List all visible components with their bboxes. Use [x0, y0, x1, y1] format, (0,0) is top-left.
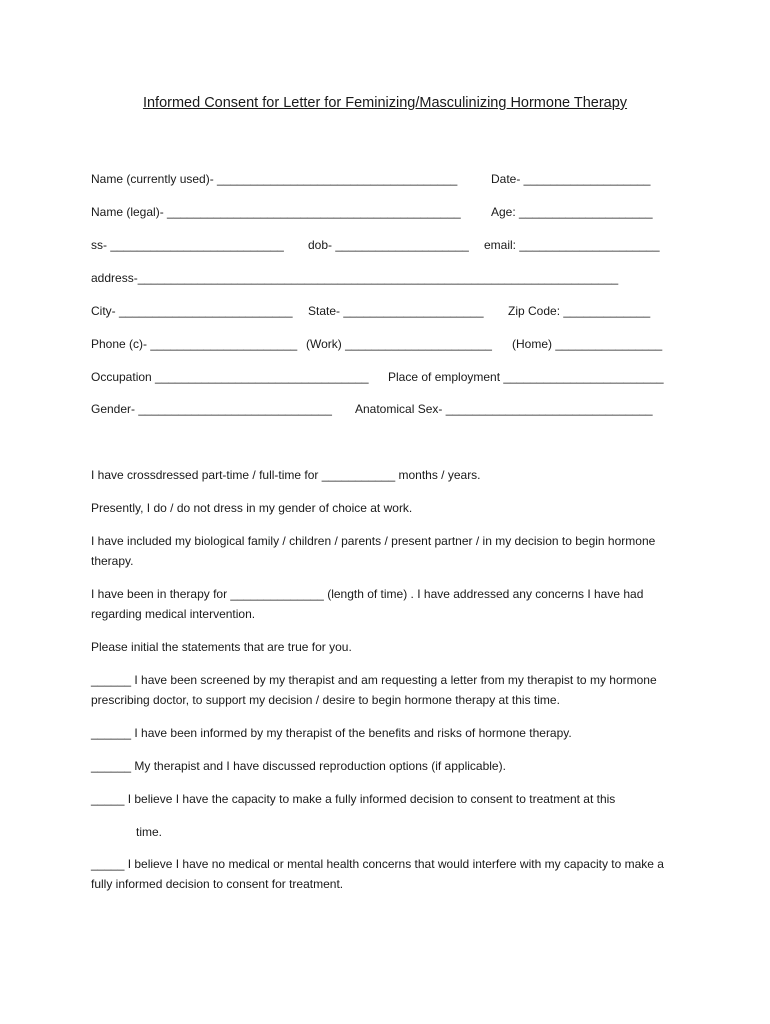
presently-statement[interactable]: Presently, I do / do not dress in my gender of choice at work.	[91, 501, 413, 515]
ss-field[interactable]: ss- __________________________	[91, 238, 284, 252]
anatomical-sex-field[interactable]: Anatomical Sex- _______________________________	[355, 402, 653, 416]
initial-reproduction[interactable]: ______ My therapist and I have discussed reproduction options (if applicable).	[91, 759, 506, 773]
initial-capacity[interactable]: _____ I believe I have the capacity to make a fully informed decision to consent to treatment at this	[91, 792, 616, 806]
email-field[interactable]: email: _____________________	[484, 238, 660, 252]
age-field[interactable]: Age: ____________________	[491, 205, 653, 219]
dob-field[interactable]: dob- ____________________	[308, 238, 469, 252]
initial-no-concerns[interactable]: _____ I believe I have no medical or mental health concerns that would interfere with my capacity to make a fully informed decision to consent for treatment.	[91, 857, 664, 891]
initial-capacity-continued: time.	[136, 825, 163, 839]
place-of-employment-field[interactable]: Place of employment ________________________	[388, 370, 664, 384]
zip-code-field[interactable]: Zip Code: _____________	[508, 304, 651, 318]
name-legal-field[interactable]: Name (legal)- ____________________________________________	[91, 205, 461, 219]
occupation-field[interactable]: Occupation ________________________________	[91, 370, 369, 384]
city-field[interactable]: City- __________________________	[91, 304, 293, 318]
address-field[interactable]: address-________________________________________________________________________	[91, 271, 619, 285]
gender-field[interactable]: Gender- _____________________________	[91, 402, 332, 416]
therapy-statement[interactable]: I have been in therapy for ______________ (length of time) . I have addressed any concerns I have had regarding medical intervention.	[91, 587, 644, 621]
phone-cell-field[interactable]: Phone (c)- ______________________	[91, 337, 298, 351]
form-title: Informed Consent for Letter for Feminizing/Masculinizing Hormone Therapy	[142, 95, 628, 111]
initial-informed[interactable]: ______ I have been informed by my therapist of the benefits and risks of hormone therapy.	[91, 726, 572, 740]
date-field[interactable]: Date- ___________________	[491, 172, 651, 186]
phone-home-field[interactable]: (Home) ________________	[512, 337, 663, 351]
crossdressed-statement[interactable]: I have crossdressed part-time / full-time for ___________ months / years.	[91, 468, 481, 482]
phone-work-field[interactable]: (Work) ______________________	[306, 337, 492, 351]
included-statement[interactable]: I have included my biological family / children / parents / present partner / in my decision to begin hormone therapy.	[91, 534, 656, 568]
name-current-field[interactable]: Name (currently used)- ____________________________________	[91, 172, 458, 186]
state-field[interactable]: State- _____________________	[308, 304, 484, 318]
initial-screened[interactable]: ______ I have been screened by my therapist and am requesting a letter from my therapist to my hormone prescribing doctor, to support my decision / desire to begin hormone therapy at this time.	[91, 673, 657, 707]
please-initial-instruction: Please initial the statements that are true for you.	[91, 640, 352, 654]
